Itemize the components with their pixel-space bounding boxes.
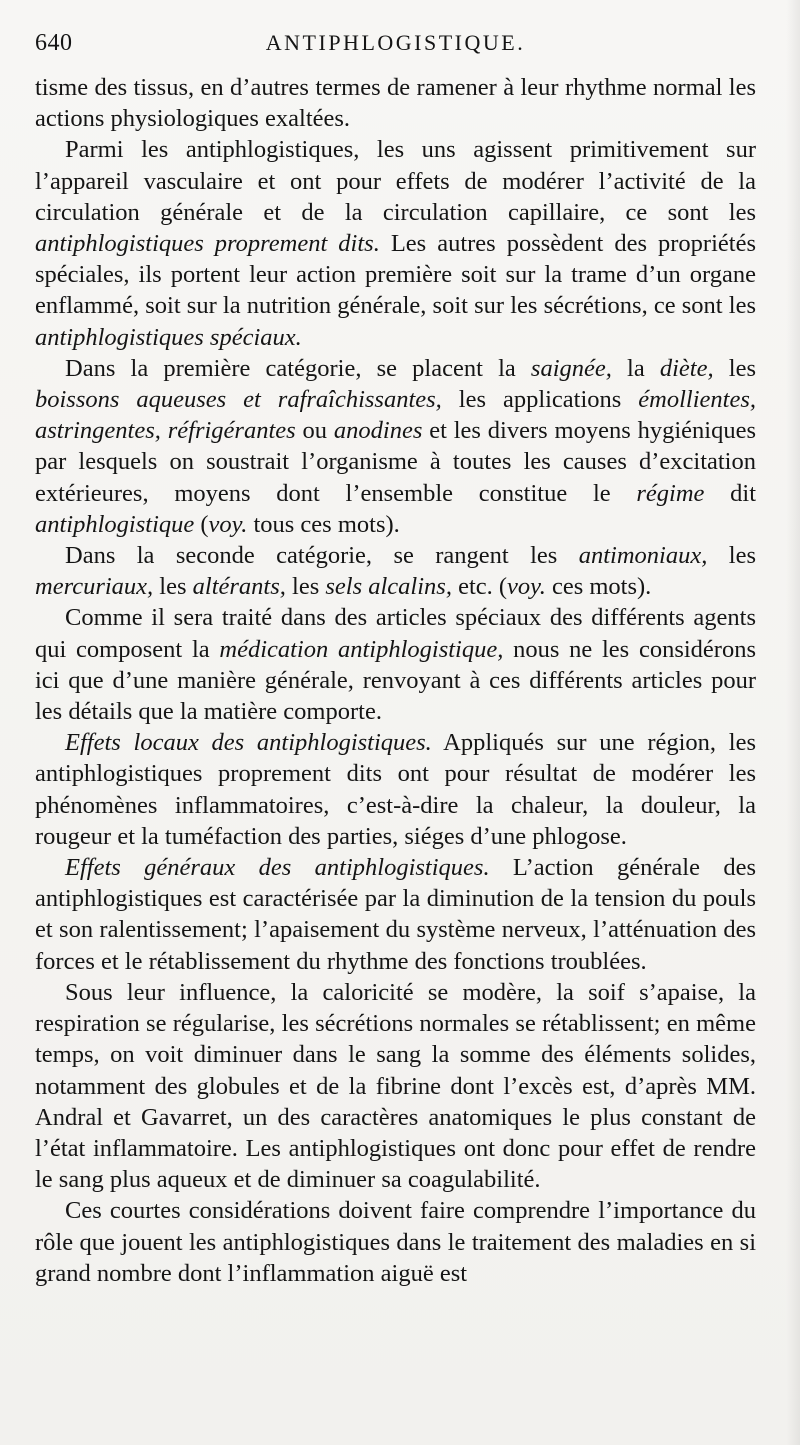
text-segment: les applications — [441, 386, 639, 414]
section-heading-italic: Effets locaux des antiphlogistiques. — [65, 729, 432, 757]
text-segment: Appliqués sur une région, les antiphlogistiques proprement dits ont pour résultat de modérer les phénomènes inflammatoires, c’est-à-dire la chaleur, la douleur, la rougeur et la tuméfaction des parties, siéges d’une phlogose. — [35, 729, 756, 850]
page-header — [35, 22, 756, 72]
text-segment: dit — [704, 479, 756, 507]
text-segment: Parmi les antiphlogistiques, les uns agissent primitivement sur l’appareil vasculaire et ont pour effets de modérer l’activité de la circulation générale et de la circulation capillaire, ce sont les — [35, 136, 756, 226]
text-segment: tisme des tissus, en d’autres termes de ramener à leur rhythme normal les actions physiologiques exaltées. — [35, 74, 756, 133]
paragraph — [35, 72, 756, 134]
italic-segment: voy. — [208, 510, 248, 538]
text-segment: Les autres possèdent des propriétés spéciales, ils portent leur action première soit sur la trame d’un organe enflammé, soit sur la nutrition générale, soit sur les sécrétions, ce sont les — [35, 230, 756, 320]
text-segment: les — [153, 573, 193, 601]
italic-segment: sels alcalins, — [325, 573, 452, 601]
paragraph — [35, 1195, 756, 1289]
text-segment: L’action générale des antiphlogistiques est caractérisée par la diminution de la tension du pouls et son ralentissement; l’apaisement du système nerveux, l’atténuation des forces et le rétablissement du rhythme des fonctions troublées. — [35, 854, 756, 975]
text-segment: les — [285, 573, 326, 601]
running-title: ANTIPHLOGISTIQUE. — [265, 30, 526, 55]
text-segment: nous ne les considérons ici que d’une manière générale, renvoyant à ces différents articles pour les détails que la matière comporte. — [35, 635, 756, 726]
paragraph — [35, 727, 756, 852]
page-number: 640 — [35, 30, 73, 56]
section-heading-italic: Effets généraux des antiphlogistiques. — [65, 854, 490, 882]
scan-shadow-edge — [786, 0, 800, 1445]
italic-segment: émollientes, astringentes, réfrigérantes — [35, 386, 756, 445]
text-segment: Comme il sera traité dans des articles spéciaux des différents agents qui composent la — [35, 604, 756, 663]
italic-segment: diète, — [659, 354, 714, 382]
paragraph — [35, 540, 756, 602]
article-body — [35, 72, 756, 1289]
text-segment: les — [713, 354, 756, 382]
italic-segment: antiphlogistiques proprement dits. — [35, 230, 380, 258]
italic-segment: mercuriaux, — [35, 573, 154, 601]
text-segment: tous ces mots). — [247, 510, 400, 538]
italic-segment: régime — [636, 479, 705, 507]
italic-segment: médication antiphlogistique, — [219, 635, 504, 663]
text-segment: ces mots). — [545, 573, 652, 601]
text-segment: Dans la seconde catégorie, se rangent les — [65, 542, 579, 570]
text-segment: ( — [194, 510, 209, 538]
paragraph — [35, 353, 756, 540]
italic-segment: antiphlogistique — [35, 510, 195, 538]
italic-segment: anodines — [333, 417, 423, 445]
italic-segment: altérants, — [192, 573, 286, 601]
text-segment: Ces courtes considérations doivent faire comprendre l’importance du rôle que jouent les antiphlogistiques dans le traitement des maladies en si grand nombre dont l’inflammation aiguë est — [35, 1197, 756, 1287]
text-segment: Dans la première catégorie, se placent la — [65, 354, 531, 382]
text-segment: etc. ( — [451, 573, 508, 601]
paragraph — [35, 977, 756, 1195]
italic-segment: antimoniaux, — [578, 542, 708, 570]
text-segment: et les divers moyens hygiéniques par lesquels on soustrait l’organisme à toutes les causes d’excitation extérieures, moyens dont l’ensemble constitue le — [35, 417, 756, 507]
paragraph — [35, 602, 756, 727]
paragraph — [35, 852, 756, 977]
text-segment: la — [611, 354, 660, 382]
italic-segment: boissons aqueuses et rafraîchissantes, — [35, 386, 442, 414]
text-segment: ou — [295, 417, 334, 445]
text-segment: Sous leur influence, la caloricité se modère, la soif s’apaise, la respiration se régularise, les sécrétions normales se rétablissent; en même temps, on voit diminuer dans le sang la somme des éléments solides, notamment des globules et de la fibrine dont l’excès est, d’après MM. Andral et Gavarret, un des caractères anatomiques le plus constant de l’état inflammatoire. Les antiphlogistiques ont donc pour effet de rendre le sang plus aqueux et de diminuer sa coagulabilité. — [35, 978, 756, 1194]
italic-segment: antiphlogistiques spéciaux. — [35, 323, 302, 351]
italic-segment: saignée, — [530, 354, 612, 382]
paragraph — [35, 134, 756, 352]
italic-segment: voy. — [507, 573, 546, 601]
text-segment: les — [707, 542, 756, 570]
